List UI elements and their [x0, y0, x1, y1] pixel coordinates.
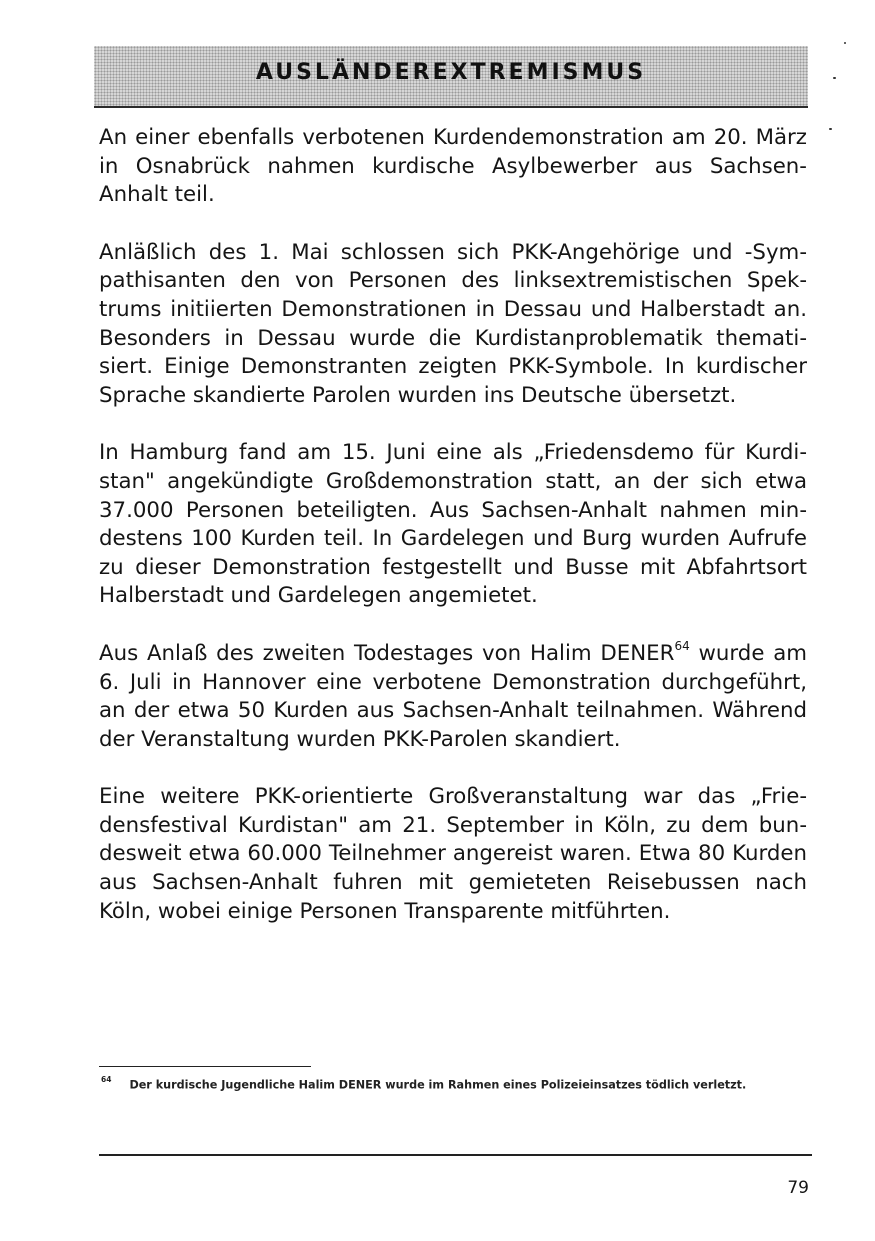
paragraph-3: In Hamburg fand am 15. Juni eine als „Friedensdemo für Kurdistan" angekündigte Großdemonstration statt, an der sich etwa 37.000 Personen beteiligten. Aus Sachsen-Anhalt nahmen mindestens 100 Kurden teil. In Gardelegen und Burg wurden Aufrufe zu dieser Demonstration festgestellt und Busse mit Abfahrtsort Halberstadt und Gardelegen angemietet. [99, 440, 807, 609]
paragraph-1: An einer ebenfalls verbotenen Kurdendemonstration am 20. März in Osnabrück nahmen kurdische Asylbewerber aus Sachsen-Anhalt teil. [99, 125, 807, 208]
body-text [99, 124, 807, 955]
footnote-text: Der kurdische Jugendliche Halim DENER wurde im Rahmen eines Polizeieinsatzes tödlich verletzt. [129, 1078, 747, 1092]
paragraph-4-start: Aus Anlaß des zweiten Todestages von Halim DENER [99, 640, 675, 666]
page-bottom-rule [99, 1154, 812, 1156]
footnote-reference: 64 [674, 638, 690, 653]
section-header-bar [94, 46, 808, 108]
footnote-number: 64 [101, 1075, 112, 1084]
paragraph-2: Anläßlich des 1. Mai schlossen sich PKK-Angehörige und -Sympathisanten den von Personen des linksextremistischen Spektrums initiierten Demonstrationen in Dessau und Halberstadt an. Besonders in Dessau wurde die Kurdistanproblematik thematisiert. Einige Demonstranten zeigten PKK-Symbole. In kurdischer Sprache skandierte Parolen wurden ins Deutsche übersetzt. [99, 239, 807, 408]
paragraph-5: Eine weitere PKK-orientierte Großveranstaltung war das „Friedensfestival Kurdistan" am 21. September in Köln, zu dem bundesweit etwa 60.000 Teilnehmer angereist waren. Etwa 80 Kurden aus Sachsen-Anhalt fuhren mit gemieteten Reisebussen nach Köln, wobei einige Personen Transparente mitführten. [99, 784, 807, 924]
section-title: AUSLÄNDEREXTREMISMUS [255, 60, 647, 85]
paragraph-4 [99, 640, 807, 754]
paragraph-4-rest: wurde am 6. Juli in Hannover eine verbotene Demonstration durchgeführt, an der etwa 50 Kurden aus Sachsen-Anhalt teilnahmen. Während der Veranstaltung wurden PKK-Parolen skandiert. [99, 640, 807, 752]
footnote-divider [99, 1066, 311, 1067]
page-number: 79 [787, 1178, 809, 1198]
scan-speck [844, 42, 846, 44]
scan-speck [833, 77, 836, 79]
scan-speck [829, 128, 832, 130]
footnote [101, 1074, 821, 1093]
